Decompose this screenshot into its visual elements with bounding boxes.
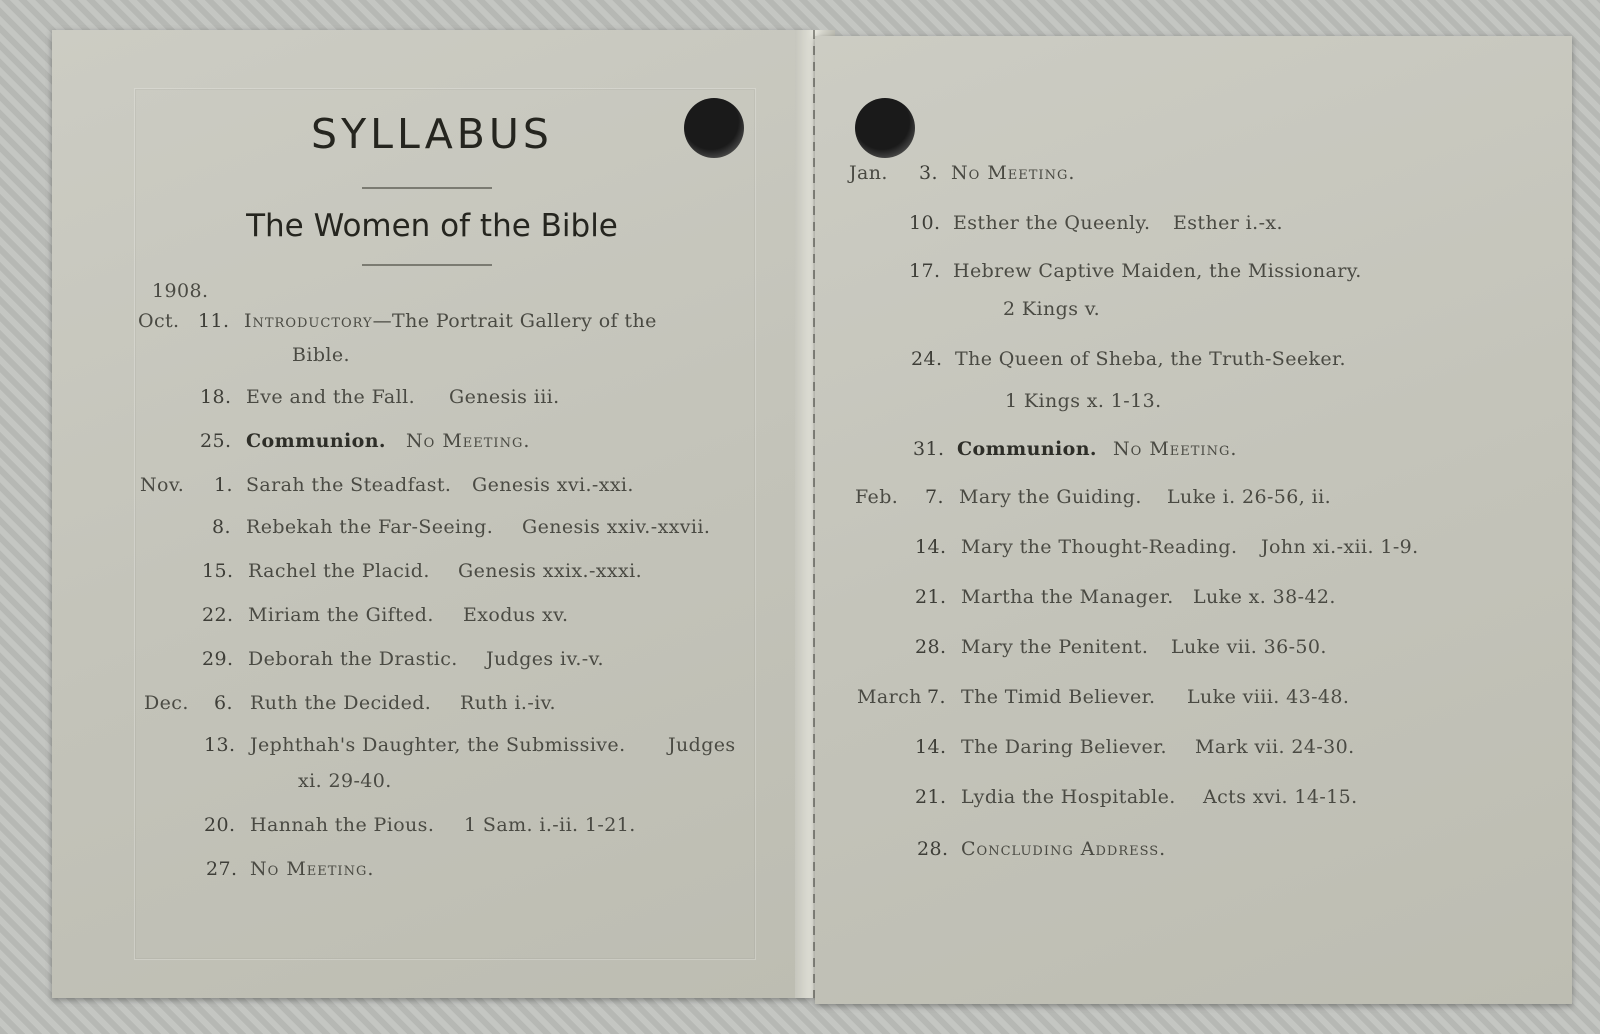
entry-reference: Genesis xxiv.-xxvii. <box>522 516 711 538</box>
day-number: 31. <box>913 438 945 460</box>
entry-continued: 1 Kings x. 1-13. <box>1005 390 1162 412</box>
day-number: 10. <box>909 212 941 234</box>
day-number: 11. <box>198 310 230 332</box>
month-label: Nov. <box>140 474 185 496</box>
entry-note: Concluding Address. <box>961 838 1167 860</box>
syllabus-title: SYLLABUS <box>311 110 553 158</box>
entry-subject: Hannah the Pious. <box>250 814 435 836</box>
entry-reference: Acts xvi. 14-15. <box>1203 786 1358 808</box>
entry-continued: xi. 29-40. <box>298 770 392 792</box>
entry-subject: The Daring Believer. <box>961 736 1167 758</box>
entry-reference: Genesis xvi.-xxi. <box>472 474 634 496</box>
entry-subject: Hebrew Captive Maiden, the Missionary. <box>953 260 1362 282</box>
day-number: 7. <box>925 486 944 508</box>
entry-subject: Sarah the Steadfast. <box>246 474 452 496</box>
day-number: 28. <box>915 636 947 658</box>
subtitle-rule <box>362 264 492 266</box>
entry-reference: Genesis xxix.-xxxi. <box>458 560 643 582</box>
day-number: 3. <box>919 162 938 184</box>
day-number: 24. <box>911 348 943 370</box>
day-number: 18. <box>200 386 232 408</box>
day-number: 13. <box>204 734 236 756</box>
entry-subject: Lydia the Hospitable. <box>961 786 1176 808</box>
entry-reference: Judges <box>668 734 736 756</box>
month-label: Feb. <box>855 486 899 508</box>
entry-subject-text: —The Portrait Gallery of the <box>372 310 657 332</box>
year-label: 1908. <box>152 280 209 302</box>
day-number: 1. <box>214 474 233 496</box>
entry-reference: Mark vii. 24-30. <box>1195 736 1355 758</box>
entry-subject: Ruth the Decided. <box>250 692 432 714</box>
entry-subject <box>244 310 657 332</box>
day-number: 15. <box>202 560 234 582</box>
entry-subject: Mary the Thought-Reading. <box>961 536 1238 558</box>
entry-subject: Eve and the Fall. <box>246 386 416 408</box>
entry-note: No Meeting. <box>951 162 1076 184</box>
day-number: 27. <box>206 858 238 880</box>
month-label: Dec. <box>144 692 189 714</box>
month-label: March <box>857 686 922 708</box>
entry-subject: Mary the Guiding. <box>959 486 1142 508</box>
entry-note: No Meeting. <box>406 430 531 452</box>
day-number: 20. <box>204 814 236 836</box>
entry-reference: Luke i. 26-56, ii. <box>1167 486 1332 508</box>
entry-reference: Ruth i.-iv. <box>460 692 556 714</box>
day-number: 29. <box>202 648 234 670</box>
entry-reference: Judges iv.-v. <box>486 648 604 670</box>
day-number: 21. <box>915 586 947 608</box>
entry-subject: Miriam the Gifted. <box>248 604 434 626</box>
entry-subject: Jephthah's Daughter, the Submissive. <box>250 734 626 756</box>
entry-reference: Genesis iii. <box>449 386 560 408</box>
entry-note: No Meeting. <box>250 858 375 880</box>
entry-reference: Luke viii. 43-48. <box>1187 686 1350 708</box>
entry-subject: Deborah the Drastic. <box>248 648 458 670</box>
entry-subject: Martha the Manager. <box>961 586 1174 608</box>
day-number: 25. <box>200 430 232 452</box>
entry-continued: Bible. <box>292 344 350 366</box>
entry-subject: The Timid Believer. <box>961 686 1156 708</box>
entry-subject: Communion. <box>246 430 386 452</box>
day-number: 22. <box>202 604 234 626</box>
entry-note: No Meeting. <box>1113 438 1238 460</box>
entry-reference: John xi.-xii. 1-9. <box>1261 536 1419 558</box>
entry-reference: Luke x. 38-42. <box>1193 586 1336 608</box>
day-number: 8. <box>212 516 231 538</box>
punch-hole <box>855 98 915 158</box>
left-page <box>52 30 812 998</box>
month-label: Jan. <box>849 162 888 184</box>
day-number: 28. <box>917 838 949 860</box>
day-number: 6. <box>214 692 233 714</box>
right-page <box>815 36 1572 1004</box>
entry-reference: 1 Sam. i.-ii. 1-21. <box>464 814 636 836</box>
day-number: 21. <box>915 786 947 808</box>
entry-intro: Introductory <box>244 310 373 332</box>
entry-subject: Communion. <box>957 438 1097 460</box>
entry-reference: Luke vii. 36-50. <box>1171 636 1327 658</box>
day-number: 14. <box>915 736 947 758</box>
entry-subject: Rachel the Placid. <box>248 560 430 582</box>
entry-subject: The Queen of Sheba, the Truth-Seeker. <box>955 348 1346 370</box>
entry-subject: Rebekah the Far-Seeing. <box>246 516 494 538</box>
entry-continued: 2 Kings v. <box>1003 298 1101 320</box>
syllabus-subtitle: The Women of the Bible <box>246 208 618 244</box>
title-rule <box>362 187 492 189</box>
day-number: 17. <box>909 260 941 282</box>
entry-reference: Esther i.-x. <box>1173 212 1283 234</box>
day-number: 7. <box>927 686 946 708</box>
entry-reference: Exodus xv. <box>463 604 569 626</box>
entry-subject: Esther the Queenly. <box>953 212 1151 234</box>
entry-subject: Mary the Penitent. <box>961 636 1149 658</box>
syllabus-card <box>52 30 1572 998</box>
month-label: Oct. <box>138 310 180 332</box>
punch-hole <box>684 98 744 158</box>
day-number: 14. <box>915 536 947 558</box>
